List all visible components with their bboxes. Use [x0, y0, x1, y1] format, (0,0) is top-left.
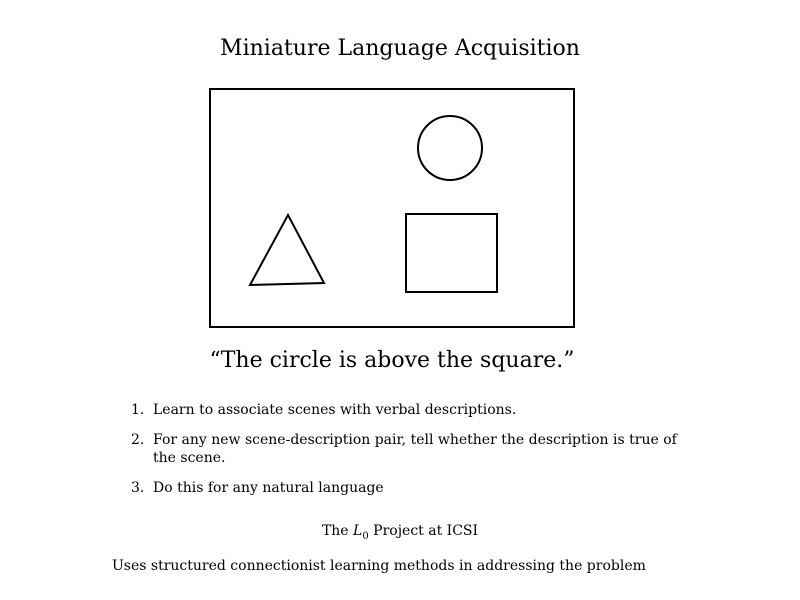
list-item	[131, 479, 691, 497]
list-item-number: 1.	[131, 402, 145, 418]
project-symbol-letter: L	[353, 523, 363, 539]
list-item-text: Learn to associate scenes with verbal descriptions.	[153, 402, 517, 418]
project-prefix: The	[321, 523, 349, 539]
scene-frame	[210, 89, 574, 327]
list-item	[131, 431, 691, 467]
list-item-number: 2.	[131, 432, 145, 448]
list-item	[131, 401, 691, 419]
circle-shape	[418, 116, 482, 180]
list-item-number: 3.	[131, 480, 145, 496]
square-shape	[406, 214, 497, 292]
project-suffix: Project at ICSI	[373, 523, 479, 539]
list-item-text: Do this for any natural language	[153, 480, 384, 496]
triangle-shape	[250, 215, 324, 285]
methods-note: Uses structured connectionist learning methods in addressing the problem	[112, 558, 646, 574]
project-name	[0, 521, 800, 541]
slide-title: Miniature Language Acquisition	[220, 36, 580, 61]
project-symbol	[353, 523, 369, 542]
list-item-text: For any new scene-description pair, tell whether the description is true of the scene.	[153, 432, 677, 466]
project-symbol-subscript: 0	[362, 530, 369, 542]
scene-description-quote: “The circle is above the square.”	[209, 348, 575, 373]
goals-list	[131, 401, 691, 509]
scene-illustration	[208, 87, 576, 331]
